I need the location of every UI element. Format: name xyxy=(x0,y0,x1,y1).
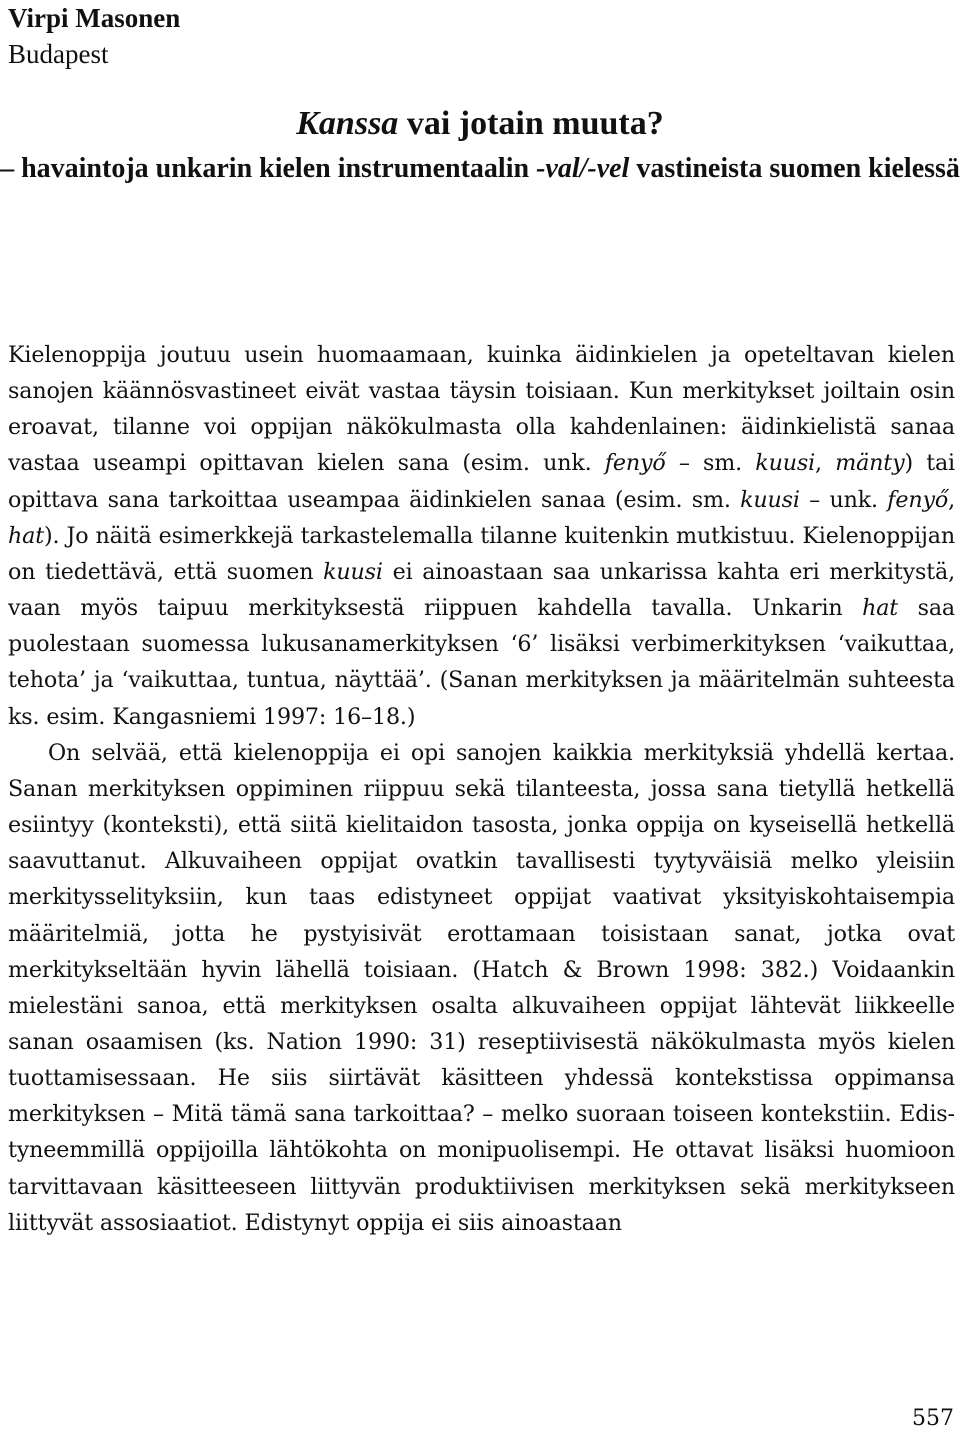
p1-text: saa puolestaan suomessa lukusanamerkityksen ‘6’ lisäksi verbimerkityksen ‘vaikuttaa, tehota’ ja ‘vaikuttaa, tuntua, näyttää’. (Sanan merkityksen ja määritelmän suhteesta ks. esim. Kangasniemi 1997: 16–18.) xyxy=(8,595,955,730)
subtitle-text-2: vastineista suomen kielessä xyxy=(629,153,960,184)
p1-text: – unk. xyxy=(799,486,888,513)
p1-italic: mänty xyxy=(835,450,905,477)
author-name: Virpi Masonen xyxy=(8,3,181,33)
subtitle-dash: – xyxy=(0,153,22,184)
p1-text: – sm. xyxy=(665,450,756,477)
article-title xyxy=(0,101,960,147)
paragraph-2: On selvää, että kielenoppija ei opi sanojen kaikkia merkityksiä yhdellä kertaa. Sanan merkityksen oppiminen riippuu sekä tilanteesta, jossa sana tietyllä hetkellä esiintyy (konteksti), että siitä kielitaidon tasosta, jonka oppija on kyseisellä hetkellä saavuttanut. Alkuvaiheen oppijat ovatkin tavallisesti tyytyväisiä melko yleisiin merkitysselityksiin, kun taas edistyneet oppijat vaativat yksityiskohtaisempia määritelmiä, jotta he pystyisivät erottamaan toisistaan sanat, jotka ovat merkitykseltään hyvin lähellä toisiaan. (Hatch & Brown 1998: 382.) Voidaankin mielestäni sanoa, että merkityksen osalta alkuvaiheen oppijat lähtevät liikkeelle sanan osaamisen (ks. Nation 1990: 31) reseptiivisestä näkökulmasta myös kielen tuottamisessaan. He siis siirtävät käsitteen yhdessä kontekstissa oppimansa merkityksen – Mitä tämä sana tarkoittaa? – melko suoraan toiseen kontekstiin. Edistyneemmillä oppijoilla lähtökohta on monipuolisempi. He ottavat lisäksi huomioon tarvittavaan käsitteeseen liittyvän produktiivisen merkityksen sekä merkitykseen liittyvät assosiaatiot. Edistynyt oppija ei siis ainoastaan xyxy=(8,739,955,1236)
p1-italic: hat xyxy=(862,595,899,622)
article-heading xyxy=(0,101,960,188)
title-rest: vai jotain muuta? xyxy=(398,105,664,142)
p1-text: , xyxy=(815,450,836,477)
page-number: 557 xyxy=(912,1406,954,1431)
article-body xyxy=(8,337,955,1241)
author-block xyxy=(8,0,180,72)
p1-italic: fenyő xyxy=(887,486,949,513)
author-location: Budapest xyxy=(8,39,109,69)
subtitle-italic: -val/-vel xyxy=(536,153,630,184)
p1-italic: kuusi xyxy=(323,558,383,585)
p1-text: , xyxy=(948,486,955,513)
article-subtitle xyxy=(0,150,960,188)
p1-text: ) tai opittava sana tarkoittaa useampaa äidinkielen sanaa (esim. sm. xyxy=(8,450,956,513)
subtitle-text-1: havaintoja unkarin kielen instrumentaalin xyxy=(21,153,537,184)
p1-italic: kuusi xyxy=(755,450,816,477)
p1-italic: fenyő xyxy=(604,450,666,477)
paragraph-1 xyxy=(8,337,955,735)
p1-text: Kielenoppija joutuu usein huomaamaan, kuinka äidinkielen ja opeteltavan kielen sanojen käännösvastineet eivät vastaa täysin toisiaan. Kun merkitykset joiltain osin eroavat, tilanne voi oppijan näkökulmasta olla kahdenlainen: äidinkielistä sanaa vastaa useampi opittavan kielen sana (esim. unk. xyxy=(8,342,955,477)
p1-text: ). Jo näitä esimerkkejä tarkastelemalla tilanne kuitenkin mutkistuu. Kielenoppijan on tiedettävä, että suomen xyxy=(8,522,955,585)
p1-text: ei ainoastaan saa unkarissa kahta eri merkitystä, vaan myös taipuu merkityksestä riippuen kahdella tavalla. Unkarin xyxy=(8,558,955,622)
p1-italic: kuusi xyxy=(740,486,800,513)
title-italic: Kanssa xyxy=(296,105,399,142)
p1-italic: hat xyxy=(8,522,44,549)
